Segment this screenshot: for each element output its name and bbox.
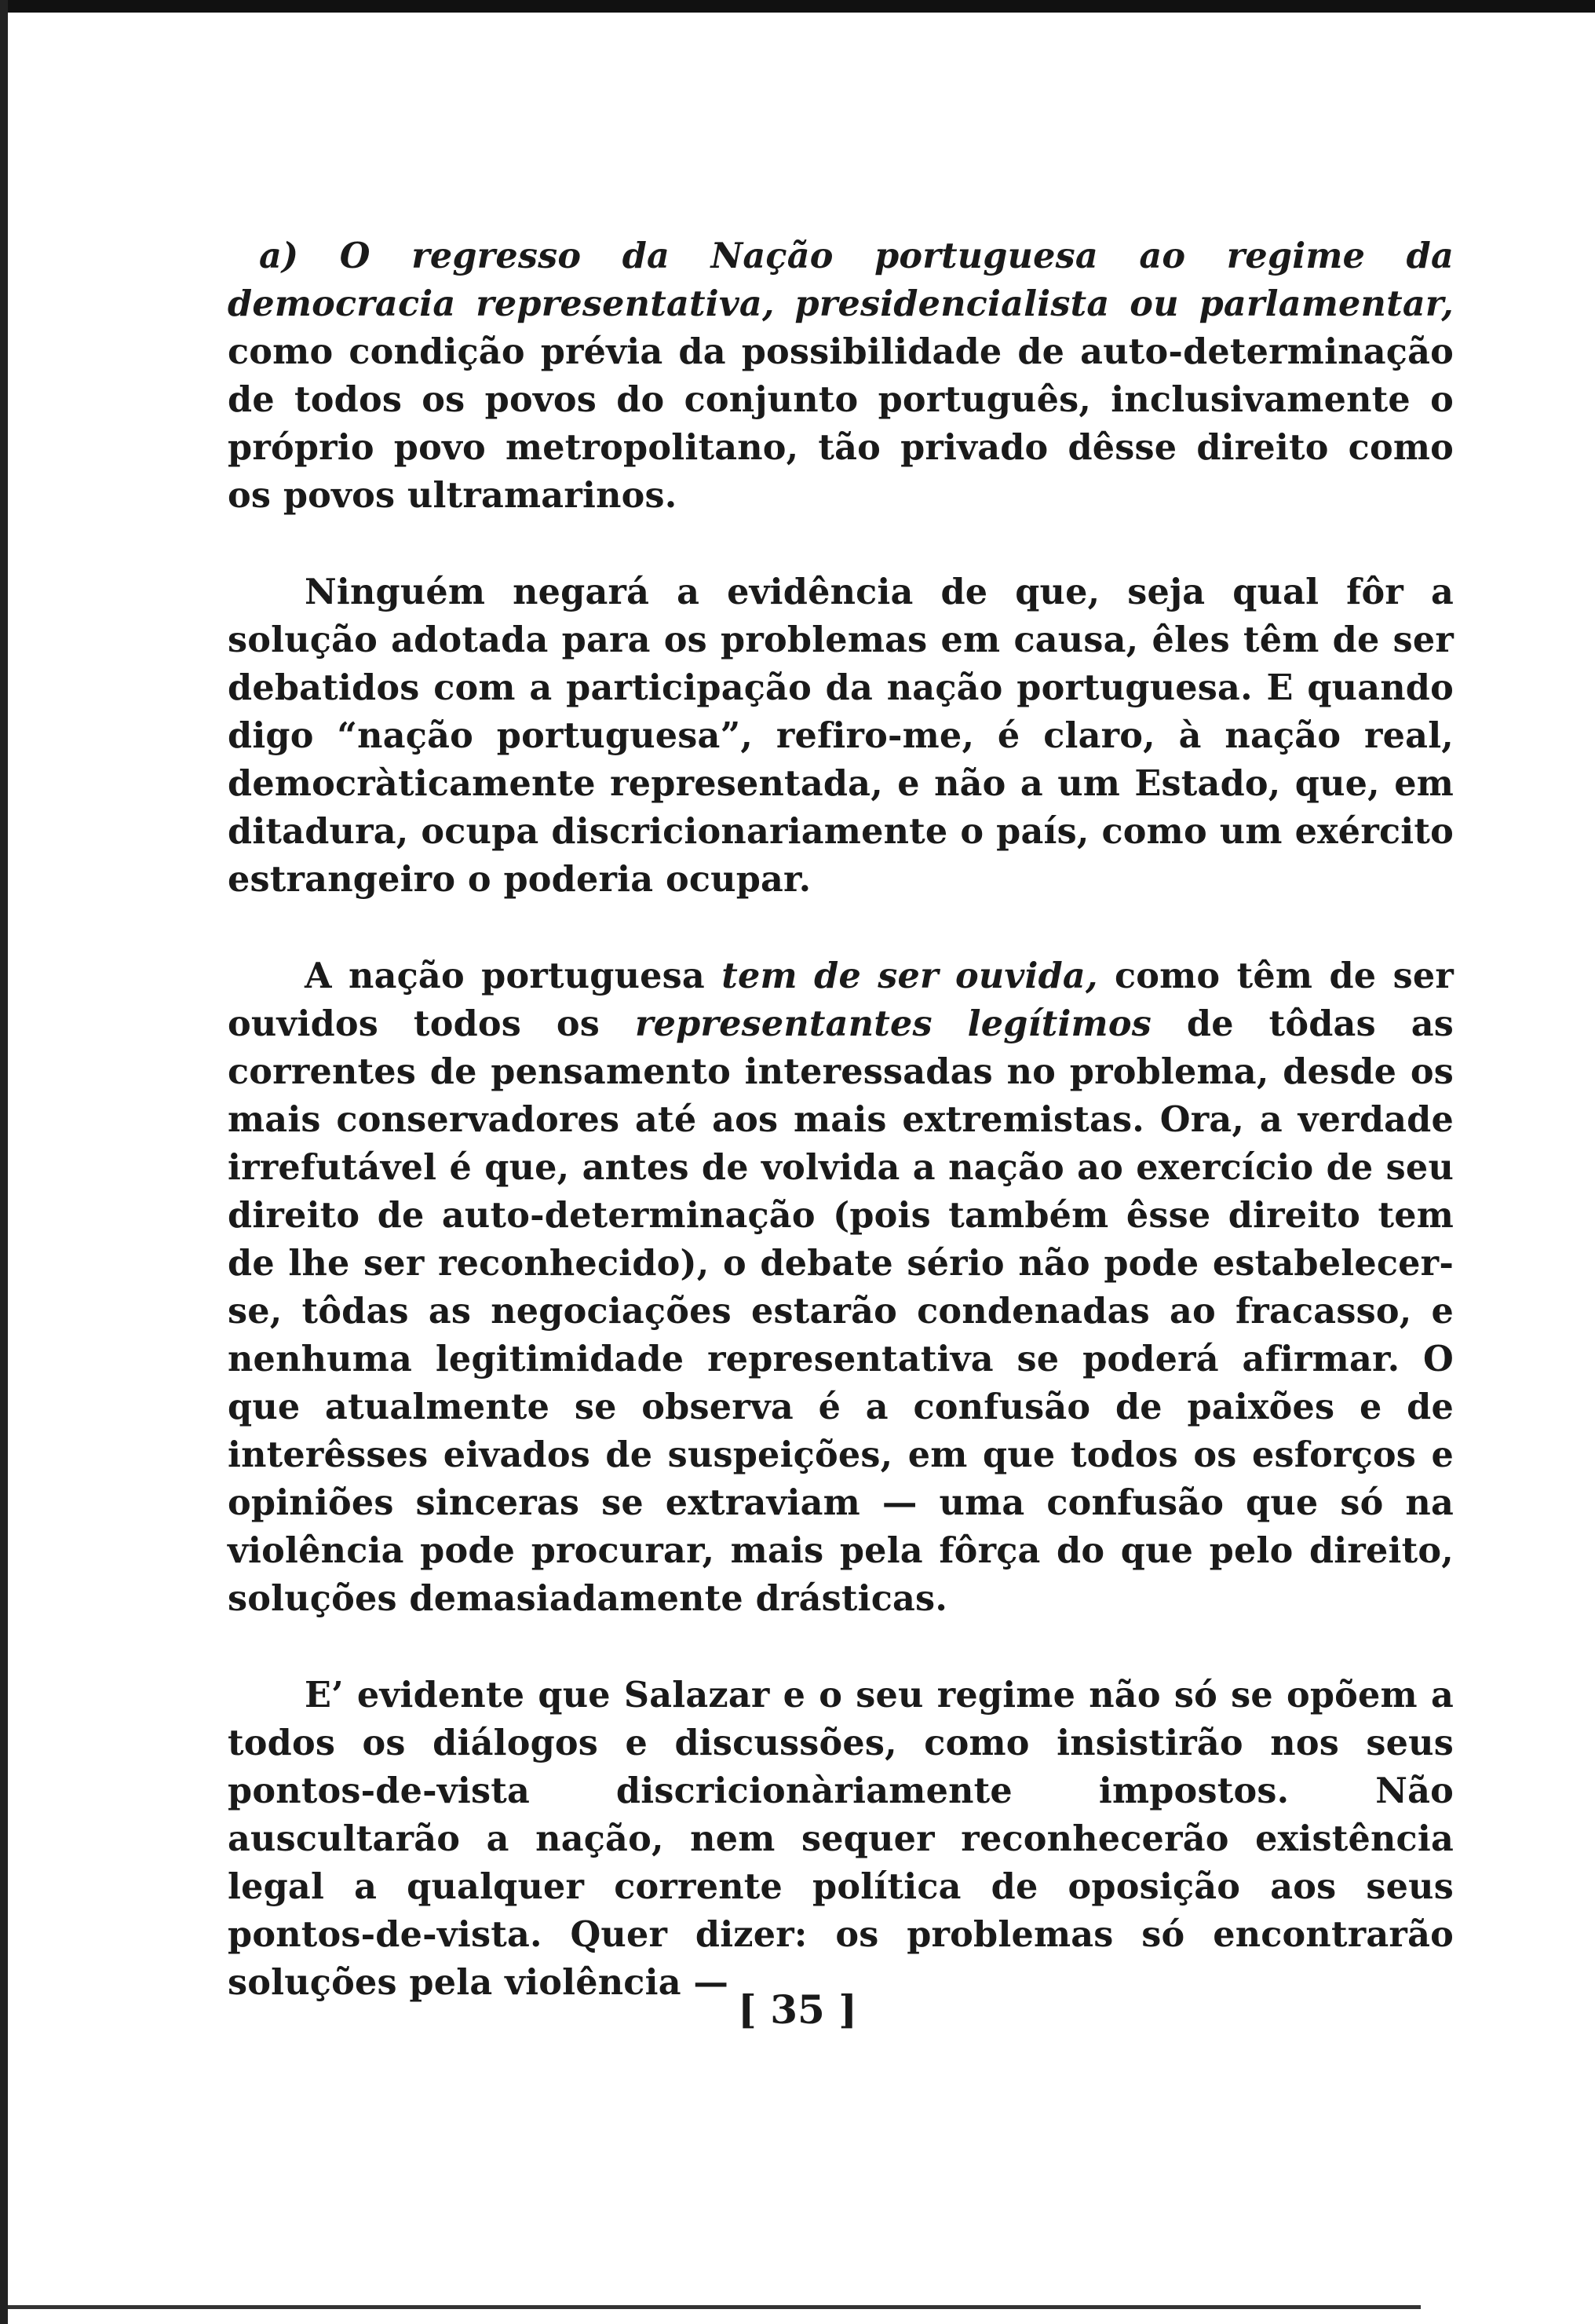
- italic-phrase: representantes legítimos: [634, 1003, 1152, 1044]
- text-run: como condição prévia da possibilidade de auto-determinação de todos os povos do conjunto português, inclusivamente o próprio povo metropolitano, tão privado dêsse direito como os povos ultramarinos.: [228, 331, 1454, 516]
- text-run: Ninguém negará a evidência de que, seja qual fôr a solução adotada para os problemas em causa, êles têm de ser debatidos com a participação da nação portuguesa. E quando digo “nação portuguesa”, refiro-me, é claro, à nação real, democràticamente representada, e não a um Estado, que, em ditadura, ocupa discricionariamente o país, como um exército estrangeiro o poderia ocupar.: [228, 572, 1454, 900]
- italic-phrase: tem de ser ouvida,: [721, 956, 1098, 996]
- text-run: como têm de ser ouvidos todos os: [228, 956, 1454, 1044]
- page-number: [ 35 ]: [738, 1986, 857, 2033]
- paragraph-item-a: [228, 232, 1454, 520]
- text-run: E’ evidente que Salazar e o seu regime não só se opõem a todos os diálogos e discussões, como insistirão nos seus pontos-de-vista discricionàriamente impostos. Não auscultarão a nação, nem sequer reconhecerão existência legal a qualquer corrente política de oposição aos seus pontos-de-vista. Quer dizer: os problemas só encontrarão soluções pela violência —: [228, 1675, 1454, 2003]
- text-run: A nação portuguesa: [305, 956, 722, 996]
- paragraph-3: [228, 952, 1454, 1623]
- paragraph-2: [228, 568, 1454, 904]
- text-run: de tôdas as correntes de pensamento interessadas no problema, desde os mais conservadores até aos mais extremistas. Ora, a verdade irrefutável é que, antes de volvida a nação ao exercício de seu direito de auto-determinação (pois também êsse direito tem de lhe ser reconhecido), o debate sério não pode estabelecer-se, tôdas as negociações estarão condenadas ao fracasso, e nenhuma legitimidade representativa se poderá afirmar. O que atualmente se observa é a confusão de paixões e de interêsses eivados de suspeições, em que todos os esforços e opiniões sinceras se extraviam — uma confusão que só na violência pode procurar, mais pela fôrça do que pelo direito, soluções demasiadamente drásticas.: [228, 1003, 1454, 1619]
- scan-top-border: [0, 0, 1595, 13]
- italic-phrase: O regresso da Nação portuguesa ao regime da democracia representativa, presidencialista ou parlamentar,: [228, 236, 1454, 324]
- paragraph-4: [228, 1672, 1454, 2007]
- scan-bottom-border: [8, 2305, 1421, 2309]
- body-text: [228, 232, 1454, 2055]
- item-marker: a): [259, 236, 340, 276]
- scan-left-border: [0, 0, 8, 2324]
